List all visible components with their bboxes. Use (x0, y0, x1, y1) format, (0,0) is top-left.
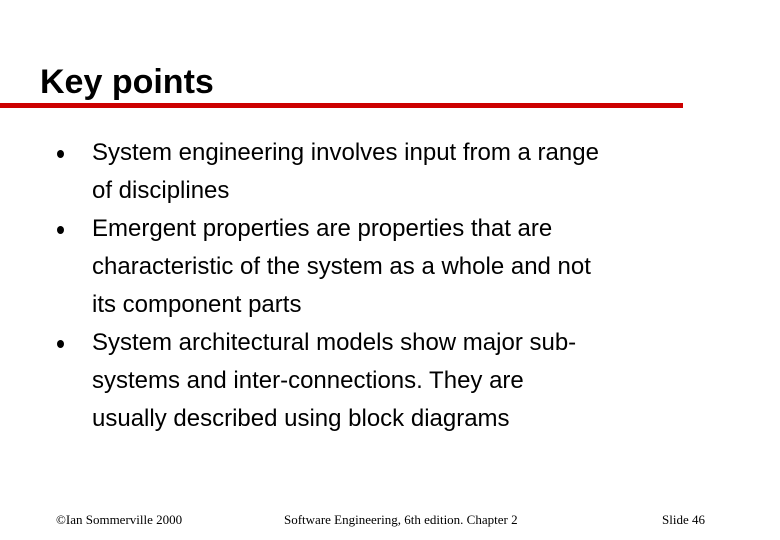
bullet-line: of disciplines (92, 177, 230, 204)
footer-copyright: ©Ian Sommerville 2000 (56, 512, 183, 527)
bullet-line: System architectural models show major sub- (92, 329, 577, 356)
bullet-text (92, 134, 722, 210)
bullet-dot-icon (57, 340, 64, 348)
title-underline (0, 103, 683, 108)
bullet-line: usually described using block diagrams (92, 405, 510, 432)
bullet-line: System engineering involves input from a range (92, 139, 599, 166)
footer-slide-number: Slide 46 (662, 512, 705, 527)
bullet-line: Emergent properties are properties that are (92, 215, 553, 242)
bullet-text (92, 210, 722, 324)
bullet-line: systems and inter-connections. They are (92, 367, 524, 394)
bullet-dot-icon (57, 150, 64, 158)
slide-title: Key points (40, 63, 214, 101)
bullet-line: its component parts (92, 291, 302, 318)
bullet-text (92, 324, 722, 438)
bullet-line: characteristic of the system as a whole and not (92, 253, 591, 280)
bullet-dot-icon (57, 226, 64, 234)
footer-book-title: Software Engineering, 6th edition. Chapter 2 (284, 512, 518, 527)
